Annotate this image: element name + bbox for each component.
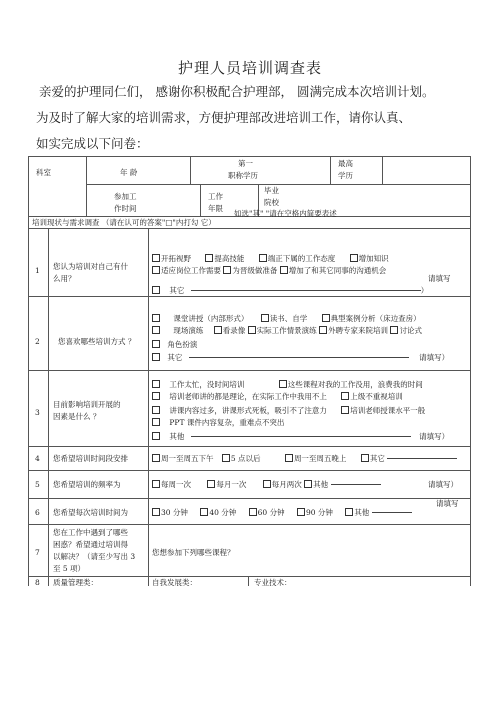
- join-label-a: 参加工: [114, 192, 137, 201]
- highest-label-b: 学历: [338, 171, 353, 180]
- q1-line-2: [152, 266, 386, 276]
- q2-opt7: 外聘专家来院培训: [328, 326, 389, 335]
- q6-opt3-checkbox[interactable]: [249, 508, 257, 516]
- q1-opt7: 增加了和其它同事的沟通机会: [288, 266, 387, 275]
- dept-label: 科室: [36, 168, 51, 177]
- q6-opt5: 其他: [354, 508, 370, 517]
- q6-question: 您希望每次培训时间为: [53, 508, 128, 517]
- other-note: 如选"其" "请在空格内简要表述: [234, 209, 337, 218]
- q8-number: 8: [35, 578, 40, 587]
- q6-opt1-checkbox[interactable]: [152, 508, 160, 516]
- survey-header: 培训现状与需求调查 （请在认可的答案"□"内打勾 它）: [32, 218, 216, 227]
- q2-line-3: [152, 340, 197, 350]
- q3-opt6: 培训老师授课水平一般: [350, 406, 426, 415]
- q2-opt9-checkbox[interactable]: [152, 340, 160, 348]
- q3-other-input[interactable]: [191, 436, 411, 437]
- q1-opt1-checkbox[interactable]: [152, 254, 160, 262]
- q6-opt4-checkbox[interactable]: [297, 508, 305, 516]
- q2-opt8-checkbox[interactable]: [390, 326, 398, 334]
- join-label-b: 作时间: [114, 204, 137, 213]
- q2-opt4-checkbox[interactable]: [152, 326, 160, 334]
- q7-ask: 您想参加下列哪些课程？: [152, 548, 235, 557]
- q4-opt1-checkbox[interactable]: [152, 454, 160, 462]
- q3-opt3: 培训老师讲的都是理论，在实际工作中我用不上: [169, 392, 327, 401]
- q2-opt4: 现场演练: [173, 326, 204, 335]
- q3-number: 3: [35, 408, 40, 417]
- years-label-b: 年限: [208, 204, 223, 213]
- q1-opt2-checkbox[interactable]: [205, 254, 213, 262]
- q4-opt4-checkbox[interactable]: [361, 454, 369, 462]
- q1-opt4-checkbox[interactable]: [350, 254, 358, 262]
- q3-opt4: 上级不重视培训: [350, 392, 403, 401]
- q3-opt1: 工作太忙，没时间培训: [169, 380, 245, 389]
- q5-number: 5: [35, 480, 40, 489]
- q7-number: 7: [35, 548, 40, 557]
- q2-opt1-checkbox[interactable]: [152, 314, 160, 322]
- title-label-a: 第一: [238, 159, 253, 168]
- q5-fill-hint: 请填写）: [428, 480, 458, 489]
- survey-table: [28, 156, 471, 586]
- q1-other-checkbox[interactable]: [152, 286, 160, 294]
- q2-question: 您喜欢哪些培训方式 ？: [58, 337, 136, 346]
- q1-opt7-checkbox[interactable]: [280, 266, 288, 274]
- q7-question-d: 至 5 项）: [53, 564, 86, 573]
- q1-opt6-checkbox[interactable]: [223, 266, 231, 274]
- intro-line-3: 如实完成以下问卷：: [36, 136, 149, 151]
- q3-line-4: [152, 418, 284, 428]
- q3-opt3-checkbox[interactable]: [152, 392, 160, 400]
- q2-other-line: [152, 353, 449, 363]
- q1-opt6: 为晋级做准备: [232, 266, 278, 275]
- q3-opt5-checkbox[interactable]: [152, 406, 160, 414]
- q2-opt2: 读书、自学: [269, 314, 308, 323]
- q8-quality: 质量管理类：: [53, 578, 98, 587]
- q1-other-input[interactable]: [191, 290, 421, 291]
- grad-label-a: 毕业: [264, 186, 279, 195]
- q5-opt4-checkbox[interactable]: [304, 480, 312, 488]
- q1-question-b: 么用？: [53, 274, 76, 283]
- q1-question-a: 您认为培训对自己有什: [53, 262, 128, 271]
- q3-fill-hint: 请填写）: [419, 432, 450, 441]
- q2-opt8: 讨论式: [399, 326, 422, 335]
- q1-opt5: 适应岗位工作需要: [161, 266, 221, 275]
- q6-number: 6: [35, 508, 40, 517]
- q4-opt3: 周一至周五晚上: [293, 454, 347, 463]
- q2-opt2-checkbox[interactable]: [261, 314, 269, 322]
- q4-opt1: 周一至周五下午: [161, 454, 214, 463]
- q2-line-2: [152, 326, 422, 336]
- q3-opt6-checkbox[interactable]: [341, 406, 349, 414]
- q3-line-2: [152, 392, 403, 402]
- years-label-a: 工作: [208, 192, 223, 201]
- q5-opt1-checkbox[interactable]: [152, 480, 160, 488]
- q2-other-input[interactable]: [189, 357, 409, 358]
- q6-opt5-checkbox[interactable]: [345, 508, 353, 516]
- q1-opt5-checkbox[interactable]: [152, 266, 160, 274]
- age-label: 年 龄: [120, 168, 138, 177]
- q6-opt4: 90 分钟: [305, 508, 333, 517]
- q3-opt2-checkbox[interactable]: [279, 380, 287, 388]
- q5-other-input[interactable]: [331, 484, 381, 485]
- q8-self-dev: 自我发展类：: [152, 578, 197, 587]
- q4-opt2-checkbox[interactable]: [222, 454, 230, 462]
- q2-opt1: 课堂讲授（内部形式）: [173, 314, 249, 323]
- q2-opt7-checkbox[interactable]: [319, 326, 327, 334]
- q4-question: 您希望培训时间段安排: [53, 454, 128, 463]
- q5-opt2: 每月一次: [216, 480, 247, 489]
- q5-question: 您希望培训的频率为: [53, 480, 121, 489]
- q5-opt4: 其他: [313, 480, 329, 489]
- q2-line-1: [152, 314, 421, 324]
- q6-opt1: 30 分钟: [161, 508, 188, 517]
- form-title: 护理人员培训调查表: [177, 59, 322, 77]
- highest-label-a: 最高: [338, 159, 353, 168]
- q1-line-1: [152, 254, 389, 264]
- q2-opt5: 看录像: [222, 326, 246, 335]
- q3-opt5: 讲课内容过多，讲课形式死板，吸引不了注意力: [169, 406, 327, 415]
- q6-opt3: 60 分钟: [257, 508, 285, 517]
- q2-opt3-checkbox[interactable]: [322, 314, 330, 322]
- q4-other-input[interactable]: [387, 458, 457, 459]
- grad-label-b: 院校: [264, 198, 279, 207]
- q7-question-b: 困惑？希望通过培训得: [53, 540, 128, 549]
- q2-opt9: 角色扮演: [167, 340, 198, 349]
- q4-opt3-checkbox[interactable]: [285, 454, 293, 462]
- q2-opt6: 实际工作情景演练: [256, 326, 317, 335]
- q3-opt4-checkbox[interactable]: [341, 392, 349, 400]
- q6-other-input[interactable]: [372, 512, 412, 513]
- q1-opt1: 开拓视野: [161, 254, 191, 263]
- q3-opt7: PPT 课件内容复杂，重难点不突出: [169, 418, 285, 427]
- q7-question-a: 您在工作中遇到了哪些: [53, 528, 128, 537]
- q4-opt4: 其它: [369, 454, 385, 463]
- q6-options: [152, 508, 412, 518]
- q5-opt1: 每周一次: [161, 480, 191, 489]
- q2-other-label: 其它: [167, 353, 183, 362]
- q5-opt3-checkbox[interactable]: [263, 480, 271, 488]
- q5-options: [152, 480, 381, 490]
- q7-question-c: 以解决？（请至少写出 3: [53, 552, 136, 561]
- q2-number: 2: [35, 337, 40, 346]
- q5-opt2-checkbox[interactable]: [207, 480, 215, 488]
- q3-line-1: [152, 380, 423, 390]
- q1-opt4: 增加知识: [358, 254, 389, 263]
- q1-opt3-checkbox[interactable]: [259, 254, 267, 262]
- q1-fill-hint: 请填写: [428, 274, 451, 283]
- intro-line-2: 为及时了解大家的培训需求，方便护理部改进培训工作，请你认真、: [36, 110, 412, 125]
- q3-opt2: 这些课程对我的工作没用，浪费我的时间: [287, 380, 423, 389]
- q1-other-label: 其它: [169, 286, 185, 295]
- q3-opt1-checkbox[interactable]: [152, 380, 160, 388]
- q2-other-checkbox[interactable]: [152, 353, 160, 361]
- q2-opt6-checkbox[interactable]: [248, 326, 256, 334]
- q3-other-line: [152, 432, 449, 442]
- q3-other-checkbox[interactable]: [152, 432, 160, 440]
- q8-professional: 专业技术：: [254, 578, 292, 587]
- q3-line-3: [152, 406, 425, 416]
- q1-opt3: 端正下属的工作态度: [267, 254, 336, 263]
- q1-opt2: 提高技能: [214, 254, 245, 263]
- q1-other-line: 其它 ）: [152, 286, 428, 296]
- q6-opt2: 40 分钟: [209, 508, 237, 517]
- q4-options: [152, 454, 457, 464]
- q6-opt2-checkbox[interactable]: [200, 508, 208, 516]
- title-label-b: 职称学历: [228, 171, 258, 180]
- q4-number: 4: [35, 454, 40, 463]
- q3-opt7-checkbox[interactable]: [152, 418, 160, 426]
- q3-question-b: 因素是什么 ？: [53, 412, 101, 421]
- intro-line-1: 亲爱的护理同仁们， 感谢你积极配合护理部， 圆满完成本次培训计划。: [39, 84, 435, 99]
- q3-other-label: 其他: [169, 432, 185, 441]
- q4-opt2: 5 点以后: [230, 454, 261, 463]
- q5-opt3: 每月两次: [271, 480, 302, 489]
- q2-opt5-checkbox[interactable]: [214, 326, 222, 334]
- q2-fill-hint: 请填写）: [419, 353, 450, 362]
- q1-number: 1: [35, 266, 40, 275]
- q3-question-a: 目前影响培训开展的: [53, 400, 121, 409]
- q6-fill-hint: 请填写: [436, 499, 459, 508]
- q2-opt3: 典型案例分析（床边查房）: [330, 314, 421, 323]
